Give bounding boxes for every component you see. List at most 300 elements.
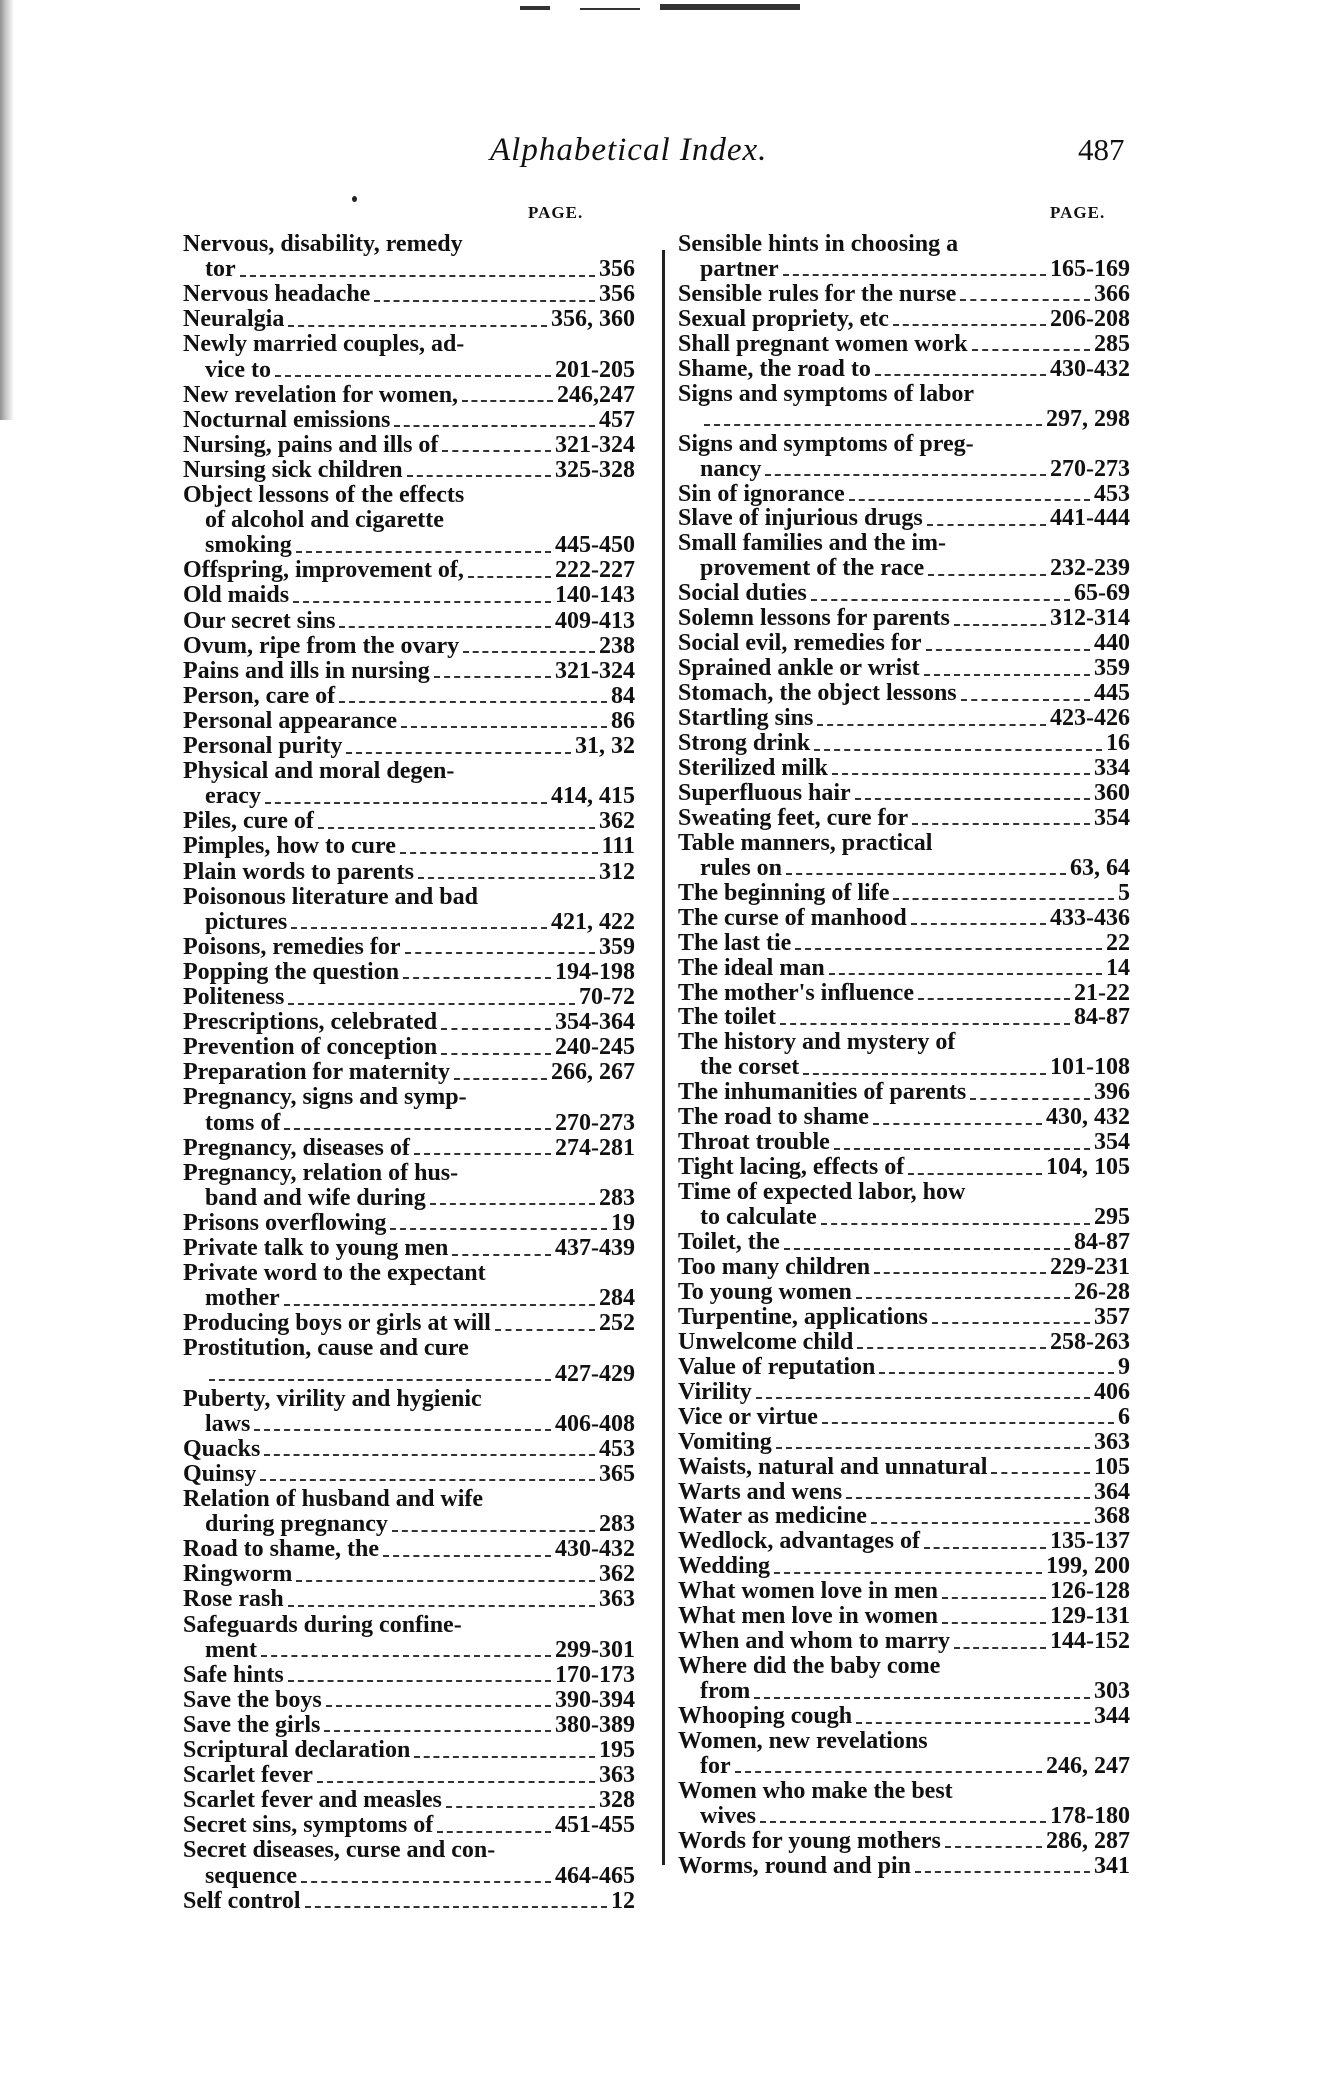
entry-page-ref: 252: [599, 1310, 635, 1337]
index-entry-line: [678, 1205, 1130, 1230]
index-entry-line: [183, 282, 635, 307]
dot-leader: [856, 1722, 1090, 1724]
entry-page-ref: 406: [1094, 1378, 1130, 1405]
entry-text: Sin of ignorance: [678, 480, 845, 507]
index-entry-line: [183, 910, 635, 935]
entry-page-ref: 63, 64: [1070, 854, 1130, 881]
index-entry-line: [183, 935, 635, 960]
index-entry-line: [183, 1211, 635, 1236]
index-entry-line: [183, 1060, 635, 1085]
entry-text: nancy: [700, 455, 762, 482]
entry-page-ref: 170-173: [555, 1661, 635, 1688]
dot-leader: [991, 1472, 1090, 1474]
index-entry-line: [678, 856, 1130, 881]
dot-leader: [954, 1647, 1046, 1649]
entry-text: When and whom to marry: [678, 1628, 951, 1655]
dot-leader: [756, 1397, 1090, 1399]
index-entry-line: [183, 1311, 635, 1336]
entry-text: Sweating feet, cure for: [678, 804, 909, 831]
index-entry-line: [183, 960, 635, 985]
entry-page-ref: 111: [601, 833, 635, 860]
entry-page-ref: 105: [1094, 1453, 1130, 1480]
dot-leader: [908, 1173, 1042, 1175]
index-entry-line: [678, 956, 1130, 981]
dot-leader: [264, 1454, 595, 1456]
index-entry-line: [183, 408, 635, 433]
dot-leader: [834, 1148, 1090, 1150]
entry-text: wives: [700, 1802, 756, 1829]
entry-text: The history and mystery of: [678, 1029, 956, 1056]
entry-page-ref: 356: [599, 281, 635, 308]
entry-text: Solemn lessons for parents: [678, 605, 950, 632]
dot-leader: [296, 1580, 595, 1582]
dot-leader: [784, 1248, 1070, 1250]
entry-page-ref: 409-413: [555, 607, 635, 634]
entry-page-ref: 354: [1094, 804, 1130, 831]
index-entry-line: [678, 1405, 1130, 1430]
dot-leader: [442, 450, 551, 452]
index-entry-line: [183, 759, 635, 784]
entry-text: Nervous, disability, remedy: [183, 231, 463, 257]
index-entry-line: [678, 1654, 1130, 1679]
index-entry-line: [678, 706, 1130, 731]
index-entry-line: [183, 1336, 635, 1361]
entry-text: What men love in women: [678, 1603, 938, 1630]
entry-text: Shall pregnant women work: [678, 330, 968, 357]
entry-text: Secret diseases, curse and con-: [183, 1837, 496, 1864]
entry-text: Women who make the best: [678, 1777, 953, 1804]
dot-leader: [774, 1572, 1042, 1574]
index-entry-line: [678, 1504, 1130, 1529]
entry-text: Scarlet fever and measles: [183, 1787, 442, 1814]
index-entry-line: [678, 931, 1130, 956]
index-entry-line: [183, 508, 635, 533]
entry-page-ref: 199, 200: [1046, 1553, 1130, 1580]
entry-text: Scriptural declaration: [183, 1737, 411, 1763]
index-entry-line: [678, 1854, 1130, 1879]
dot-leader: [284, 1128, 551, 1130]
entry-page-ref: 451-455: [555, 1812, 635, 1839]
dot-leader: [760, 1821, 1046, 1823]
entry-text: Virility: [678, 1378, 752, 1405]
entry-text: Object lessons of the effects: [183, 482, 465, 508]
entry-page-ref: 26-28: [1074, 1278, 1130, 1305]
dot-leader: [324, 1730, 551, 1732]
entry-page-ref: 5: [1118, 879, 1130, 906]
entry-page-ref: 430-432: [1050, 355, 1130, 382]
entry-text: toms of: [205, 1109, 281, 1136]
entry-page-ref: 201-205: [555, 356, 635, 383]
dot-leader: [463, 651, 595, 653]
entry-text: Personal purity: [183, 733, 343, 759]
dot-leader: [893, 898, 1114, 900]
dot-leader: [288, 1605, 595, 1607]
index-entry-line: [183, 1738, 635, 1763]
entry-text: Pregnancy, diseases of: [183, 1134, 410, 1161]
entry-page-ref: 365: [599, 1460, 635, 1487]
dot-leader: [418, 877, 595, 879]
index-entry-line: [678, 1180, 1130, 1205]
entry-page-ref: 453: [1094, 480, 1130, 507]
index-entry-line: [678, 1430, 1130, 1455]
index-entry-line: [183, 684, 635, 709]
index-entry-line: [183, 483, 635, 508]
entry-page-ref: 86: [611, 707, 635, 734]
dot-leader: [305, 1906, 607, 1908]
index-entry-line: [678, 282, 1130, 307]
dot-leader: [942, 1597, 1046, 1599]
index-entry-line: [183, 583, 635, 608]
dot-leader: [434, 676, 551, 678]
dot-leader: [821, 1223, 1090, 1225]
entry-page-ref: 229-231: [1050, 1253, 1130, 1280]
entry-page-ref: 126-128: [1050, 1578, 1130, 1605]
index-entry-line: [678, 1330, 1130, 1355]
entry-text: Personal appearance: [183, 707, 397, 734]
printer-ornament: [520, 2, 810, 16]
index-entry-line: [678, 1155, 1130, 1180]
entry-page-ref: 421, 422: [551, 908, 635, 935]
entry-text: Nursing, pains and ills of: [183, 431, 439, 458]
entry-text: Safe hints: [183, 1661, 284, 1688]
entry-text: Producing boys or girls at will: [183, 1310, 491, 1337]
entry-text: Prisons overflowing: [183, 1209, 387, 1236]
index-entry-line: [678, 506, 1130, 531]
dot-leader: [296, 551, 551, 553]
entry-text: Prostitution, cause and cure: [183, 1335, 469, 1362]
index-entry-line: [183, 533, 635, 558]
index-entry-line: [183, 1663, 635, 1688]
scan-edge-shadow: [0, 0, 14, 420]
entry-text: Sensible hints in choosing a: [678, 231, 959, 257]
index-entry-line: [183, 1562, 635, 1587]
entry-text: pictures: [205, 908, 288, 935]
entry-text: Where did the baby come: [678, 1653, 941, 1680]
index-entry-line: [183, 1387, 635, 1412]
dot-leader: [879, 1372, 1114, 1374]
index-entry-line: [183, 1161, 635, 1186]
index-entry-line: [183, 332, 635, 357]
index-entry-line: [183, 634, 635, 659]
entry-page-ref: 12: [611, 1887, 635, 1914]
dot-leader: [856, 1297, 1070, 1299]
entry-text: Time of expected labor, how: [678, 1179, 966, 1206]
index-entry-line: [183, 1136, 635, 1161]
entry-text: vice to: [205, 356, 271, 383]
dot-leader: [293, 601, 551, 603]
dot-leader: [911, 923, 1046, 925]
entry-text: Shame, the road to: [678, 355, 871, 382]
dot-leader: [960, 299, 1090, 301]
entry-text: Piles, cure of: [183, 808, 314, 835]
entry-page-ref: 178-180: [1050, 1802, 1130, 1829]
dot-leader: [437, 1831, 551, 1833]
page-title: Alphabetical Index.: [490, 132, 768, 168]
entry-text: Quinsy: [183, 1460, 257, 1487]
entry-text: Private talk to young men: [183, 1235, 449, 1261]
index-entry-line: [678, 606, 1130, 631]
index-entry-line: [183, 985, 635, 1010]
dot-leader: [275, 375, 551, 377]
index-entry-line: [678, 1829, 1130, 1854]
index-entry-line: [183, 232, 635, 257]
dot-leader: [855, 798, 1090, 800]
entry-text: Puberty, virility and hygienic: [183, 1385, 482, 1412]
dot-leader: [374, 300, 595, 302]
dot-leader: [817, 724, 1046, 726]
entry-text: The inhumanities of parents: [678, 1079, 967, 1106]
index-entry-line: [678, 1480, 1130, 1505]
entry-text: Small families and the im-: [678, 530, 946, 557]
entry-page-ref: 295: [1094, 1204, 1130, 1231]
index-entry-line: [678, 1604, 1130, 1629]
entry-text: laws: [205, 1410, 251, 1437]
entry-page-ref: 21-22: [1074, 979, 1130, 1006]
entry-page-ref: 285: [1094, 330, 1130, 357]
entry-text: Strong drink: [678, 730, 811, 756]
entry-text: ment: [205, 1636, 257, 1663]
entry-page-ref: 232-239: [1050, 555, 1130, 582]
index-entry-line: [678, 656, 1130, 681]
entry-text: Politeness: [183, 984, 285, 1010]
index-entry-line: [678, 1055, 1130, 1080]
entry-page-ref: 356, 360: [551, 306, 635, 333]
index-entry-line: [183, 1813, 635, 1838]
dot-leader: [254, 1429, 551, 1431]
dot-leader: [407, 475, 551, 477]
index-entry-line: [678, 1130, 1130, 1155]
entry-page-ref: 312: [599, 858, 635, 885]
dot-leader: [454, 1078, 547, 1080]
index-entry-line: [678, 332, 1130, 357]
entry-page-ref: 195: [599, 1737, 635, 1763]
dot-leader: [414, 1756, 595, 1758]
entry-text: Newly married couples, ad-: [183, 331, 465, 358]
entry-page-ref: 84-87: [1074, 1229, 1130, 1255]
dot-leader: [209, 1379, 551, 1381]
entry-page-ref: 286, 287: [1046, 1827, 1130, 1854]
dot-leader: [814, 749, 1102, 751]
index-entry-line: [183, 1261, 635, 1286]
dot-leader: [928, 574, 1046, 576]
entry-text: Sterilized milk: [678, 754, 828, 781]
dot-leader: [795, 948, 1102, 950]
index-entry-line: [183, 1111, 635, 1136]
entry-text: Startling sins: [678, 705, 814, 732]
index-entry-line: [183, 709, 635, 734]
index-entry-line: [183, 383, 635, 408]
dot-leader: [339, 701, 607, 703]
entry-text: Women, new revelations: [678, 1728, 928, 1754]
entry-text: Stomach, the object lessons: [678, 680, 957, 707]
index-entry-line: [678, 1804, 1130, 1829]
entry-text: rules on: [700, 854, 783, 881]
index-entry-line: [678, 731, 1130, 756]
index-entry-line: [678, 1355, 1130, 1380]
entry-text: Prevention of conception: [183, 1034, 438, 1061]
dot-leader: [873, 1123, 1042, 1125]
index-entry-line: [183, 307, 635, 332]
entry-page-ref: 246,247: [557, 381, 635, 408]
index-entry-line: [183, 1437, 635, 1462]
index-entry-line: [678, 1255, 1130, 1280]
entry-text: Private word to the expectant: [183, 1260, 486, 1287]
index-entry-line: [678, 556, 1130, 581]
dot-leader: [346, 752, 571, 754]
dot-leader: [288, 1003, 575, 1005]
index-entry-line: [678, 906, 1130, 931]
index-entry-line: [678, 232, 1130, 257]
dot-leader: [832, 773, 1090, 775]
index-entry-line: [678, 1679, 1130, 1704]
entry-text: Ringworm: [183, 1561, 293, 1588]
entry-page-ref: 246, 247: [1046, 1752, 1130, 1779]
index-entry-line: [678, 1105, 1130, 1130]
right-column-page-heading: PAGE.: [1050, 203, 1106, 222]
entry-page-ref: 359: [1094, 655, 1130, 682]
entry-page-ref: 325-328: [555, 456, 635, 483]
index-entry-line: [183, 1010, 635, 1035]
entry-text: The beginning of life: [678, 879, 890, 906]
entry-page-ref: 441-444: [1050, 505, 1130, 532]
index-entry-line: [678, 457, 1130, 482]
entry-page-ref: 433-436: [1050, 904, 1130, 931]
entry-page-ref: 206-208: [1050, 305, 1130, 332]
index-entry-line: [678, 382, 1130, 407]
dot-leader: [288, 325, 547, 327]
entry-text: New revelation for women,: [183, 381, 459, 408]
entry-page-ref: 453: [599, 1435, 635, 1462]
entry-page-ref: 357: [1094, 1303, 1130, 1330]
index-entry-line: [678, 756, 1130, 781]
index-entry-line: [183, 860, 635, 885]
entry-text: Self control: [183, 1887, 301, 1914]
entry-text: of alcohol and cigarette: [205, 507, 444, 534]
column-divider: [662, 250, 665, 1865]
index-entry-line: [678, 1779, 1130, 1804]
entry-text: partner: [700, 255, 779, 282]
entry-text: Warts and wens: [678, 1478, 843, 1505]
entry-text: Old maids: [183, 582, 290, 609]
index-entry-line: [183, 1763, 635, 1788]
index-entry-line: [183, 257, 635, 282]
dot-leader: [288, 1680, 551, 1682]
index-entry-line: [678, 432, 1130, 457]
page-number: 487: [1078, 132, 1125, 167]
entry-page-ref: 362: [599, 808, 635, 835]
entry-page-ref: 430, 432: [1046, 1104, 1130, 1131]
entry-text: Table manners, practical: [678, 829, 933, 856]
dot-leader: [383, 1555, 551, 1557]
entry-page-ref: 321-324: [555, 431, 635, 458]
entry-text: To young women: [678, 1278, 852, 1305]
dot-leader: [783, 274, 1046, 276]
entry-page-ref: 270-273: [555, 1109, 635, 1136]
entry-page-ref: 362: [599, 1561, 635, 1588]
entry-page-ref: 258-263: [1050, 1328, 1130, 1355]
index-entry-line: [678, 681, 1130, 706]
entry-text: mother: [205, 1285, 280, 1312]
entry-text: Throat trouble: [678, 1129, 830, 1156]
entry-text: Offspring, improvement of,: [183, 557, 464, 584]
entry-page-ref: 165-169: [1050, 255, 1130, 282]
index-entry-line: [183, 1613, 635, 1638]
dot-leader: [829, 973, 1102, 975]
index-entry-line: [678, 1629, 1130, 1654]
dot-leader: [927, 524, 1046, 526]
entry-text: Wedlock, advantages of: [678, 1528, 921, 1555]
entry-text: The toilet: [678, 1004, 776, 1031]
dot-leader: [446, 1806, 595, 1808]
dot-leader: [495, 1329, 595, 1331]
entry-text: Social evil, remedies for: [678, 630, 922, 657]
dot-leader: [261, 1655, 551, 1657]
entry-page-ref: 222-227: [555, 557, 635, 584]
index-entry-line: [183, 1788, 635, 1813]
dot-leader: [400, 852, 598, 854]
entry-text: Too many children: [678, 1253, 871, 1280]
entry-text: provement of the race: [700, 555, 925, 582]
dot-leader: [390, 1228, 607, 1230]
entry-text: Tight lacing, effects of: [678, 1154, 905, 1181]
index-entry-line: [678, 531, 1130, 556]
index-entry-line: [678, 631, 1130, 656]
index-entry-line: [678, 1729, 1130, 1754]
index-entry-line: [183, 1286, 635, 1311]
index-entry-line: [183, 784, 635, 809]
index-entry-line: [678, 1529, 1130, 1554]
entry-text: Poisons, remedies for: [183, 933, 401, 960]
dot-leader: [875, 374, 1046, 376]
dot-leader: [265, 802, 547, 804]
entry-page-ref: 22: [1106, 929, 1130, 956]
entry-text: Vice or virtue: [678, 1403, 818, 1430]
entry-page-ref: 430-432: [555, 1536, 635, 1563]
entry-text: from: [700, 1678, 751, 1705]
entry-text: Preparation for maternity: [183, 1059, 451, 1086]
index-entry-line: [678, 307, 1130, 332]
entry-text: Signs and symptoms of preg-: [678, 430, 974, 457]
entry-page-ref: 321-324: [555, 657, 635, 684]
dot-leader: [822, 1422, 1114, 1424]
entry-page-ref: 414, 415: [551, 783, 635, 810]
index-entry-line: [678, 1579, 1130, 1604]
entry-text: to calculate: [700, 1204, 817, 1231]
entry-text: Physical and moral degen-: [183, 758, 455, 785]
entry-text: during pregnancy: [205, 1511, 388, 1538]
dot-leader: [401, 726, 607, 728]
entry-page-ref: 406-408: [555, 1410, 635, 1437]
index-entry-line: [678, 407, 1130, 432]
entry-text: Road to shame, the: [183, 1536, 379, 1563]
dot-leader: [912, 823, 1090, 825]
dot-leader: [972, 349, 1090, 351]
entry-page-ref: 84-87: [1074, 1004, 1130, 1031]
dot-leader: [780, 1023, 1070, 1025]
entry-page-ref: 84: [611, 682, 635, 709]
entry-text: Unwelcome child: [678, 1328, 854, 1355]
entry-text: Nervous headache: [183, 281, 371, 308]
index-entry-line: [183, 885, 635, 910]
dot-leader: [704, 424, 1042, 426]
entry-text: The last tie: [678, 929, 792, 956]
entry-text: Turpentine, applications: [678, 1303, 928, 1330]
entry-text: tor: [205, 256, 236, 283]
entry-text: Safeguards during confine-: [183, 1611, 462, 1638]
index-entry-line: [183, 1864, 635, 1889]
entry-text: for: [700, 1752, 731, 1779]
dot-leader: [405, 952, 595, 954]
